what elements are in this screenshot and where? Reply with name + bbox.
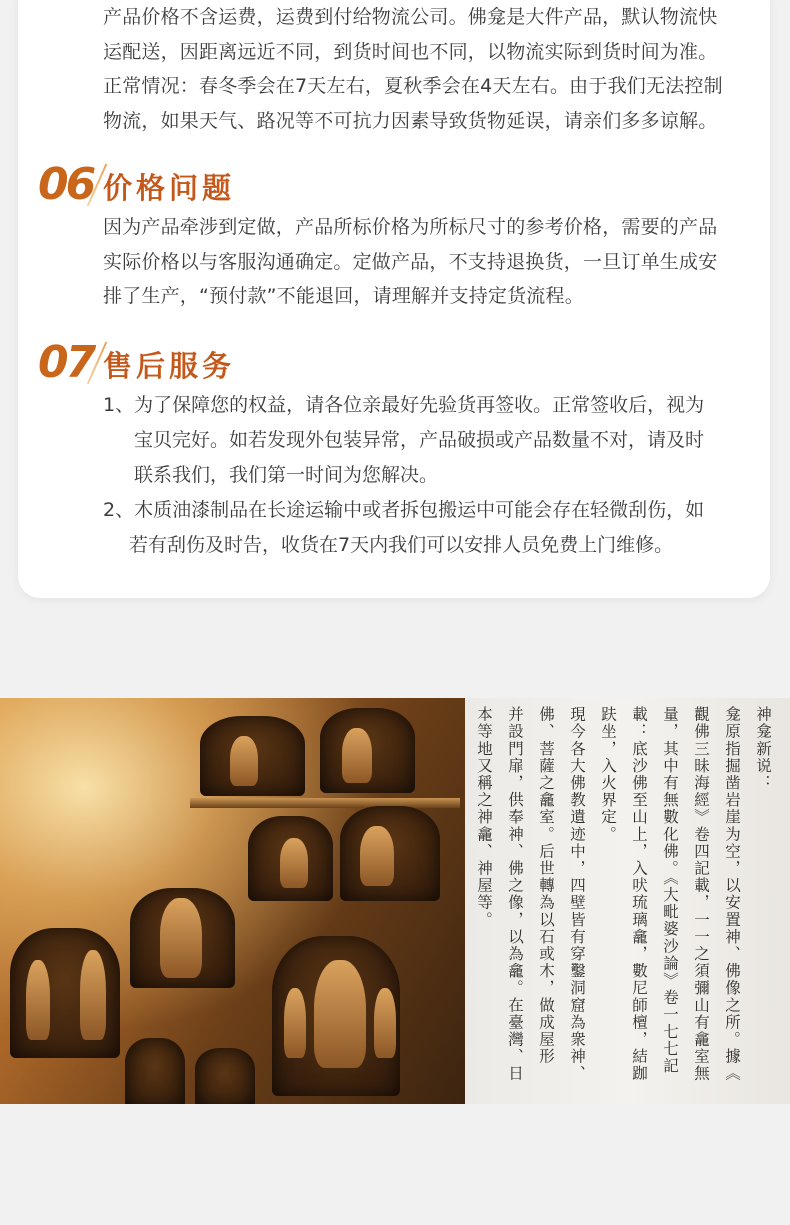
list-item-line: 2、木质油漆制品在长途运输中或者拆包搬运中可能会存在轻微刮伤，如	[103, 499, 705, 521]
statue	[374, 988, 396, 1058]
vertical-text-column: 現今各大佛教遺迹中，四壁皆有穿鑿洞窟為衆神、	[568, 706, 586, 1083]
list-item	[103, 493, 704, 563]
shipping-paragraph	[103, 0, 723, 138]
text-line: 因为产品牵涉到定做，产品所标价格为所标尺寸的参考价格，需要的产品	[103, 216, 718, 238]
vertical-text-column: 量，其中有無數化佛。《大毗婆沙論》卷一七七記	[661, 706, 679, 1075]
list-item-line: 若有刮伤及时告，收货在7天内我们可以安排人员免费上门维修。	[129, 534, 674, 556]
vertical-text-column: 本等地又稱之神龕、神屋等。	[475, 706, 493, 929]
vertical-text-panel	[465, 698, 790, 1104]
list-item-line: 1、为了保障您的权益，请各位亲最好先验货再签收。正常签收后，视为	[103, 394, 705, 416]
list-item-line: 联系我们，我们第一时间为您解决。	[134, 464, 439, 486]
vertical-text-column: 載：底沙佛至山上，入吠琉璃龕，數尼師檀，結跏	[630, 706, 648, 1083]
text-line: 产品价格不含运费，运费到付给物流公司。佛龛是大件产品，默认物流快	[103, 6, 718, 28]
section-number: 07	[38, 337, 94, 388]
price-paragraph	[103, 210, 717, 314]
statue	[160, 898, 202, 978]
statue	[342, 728, 372, 783]
text-line: 实际价格以与客服沟通确定。定做产品，不支持退换货，一旦订单生成安	[103, 250, 718, 273]
ledge	[190, 798, 460, 808]
statue	[26, 960, 50, 1040]
statue	[284, 988, 306, 1058]
statue	[230, 736, 258, 786]
section-title: 价格问题	[103, 171, 236, 205]
vertical-text-column: 觀佛三昧海經》卷四記載，一一之須彌山有龕室無	[692, 706, 710, 1083]
statue	[314, 960, 366, 1068]
list-item-line: 宝贝完好。如若发现外包装异常，产品破损或产品数量不对，请及时	[134, 429, 705, 451]
text-line: 排了生产，“预付款”不能退回，请理解并支持定货流程。	[103, 285, 584, 307]
statue	[80, 950, 106, 1040]
vertical-text-column: 并設門扉，供奉神、佛之像，以為龕。在臺灣、日	[506, 706, 524, 1083]
text-line: 物流，如果天气、路况等不可抗力因素导致货物延误，请亲们多多谅解。	[103, 109, 718, 132]
statue	[360, 826, 394, 886]
niche	[195, 1048, 255, 1104]
vertical-text-column: 趺坐，入火界定。	[599, 706, 617, 843]
statue	[280, 838, 308, 888]
section-title: 售后服务	[103, 349, 236, 383]
vertical-text-column: 神龛新说：	[754, 706, 772, 792]
niche	[125, 1038, 185, 1104]
vertical-text-column: 佛、菩薩之龕室。后世轉為以石或木，做成屋形	[537, 706, 555, 1066]
text-line: 运配送，因距离远近不同，到货时间也不同，以物流实际到货时间为准。	[103, 40, 718, 63]
section-number: 06	[38, 159, 94, 210]
list-item	[103, 388, 704, 493]
vertical-text-column: 龛原指掘凿岩崖为空，以安置神、佛像之所。據《	[723, 706, 741, 1083]
text-line: 正常情况：春冬季会在7天左右，夏秋季会在4天左右。由于我们无法控制	[103, 75, 723, 97]
buddha-grotto-photo	[0, 698, 465, 1104]
